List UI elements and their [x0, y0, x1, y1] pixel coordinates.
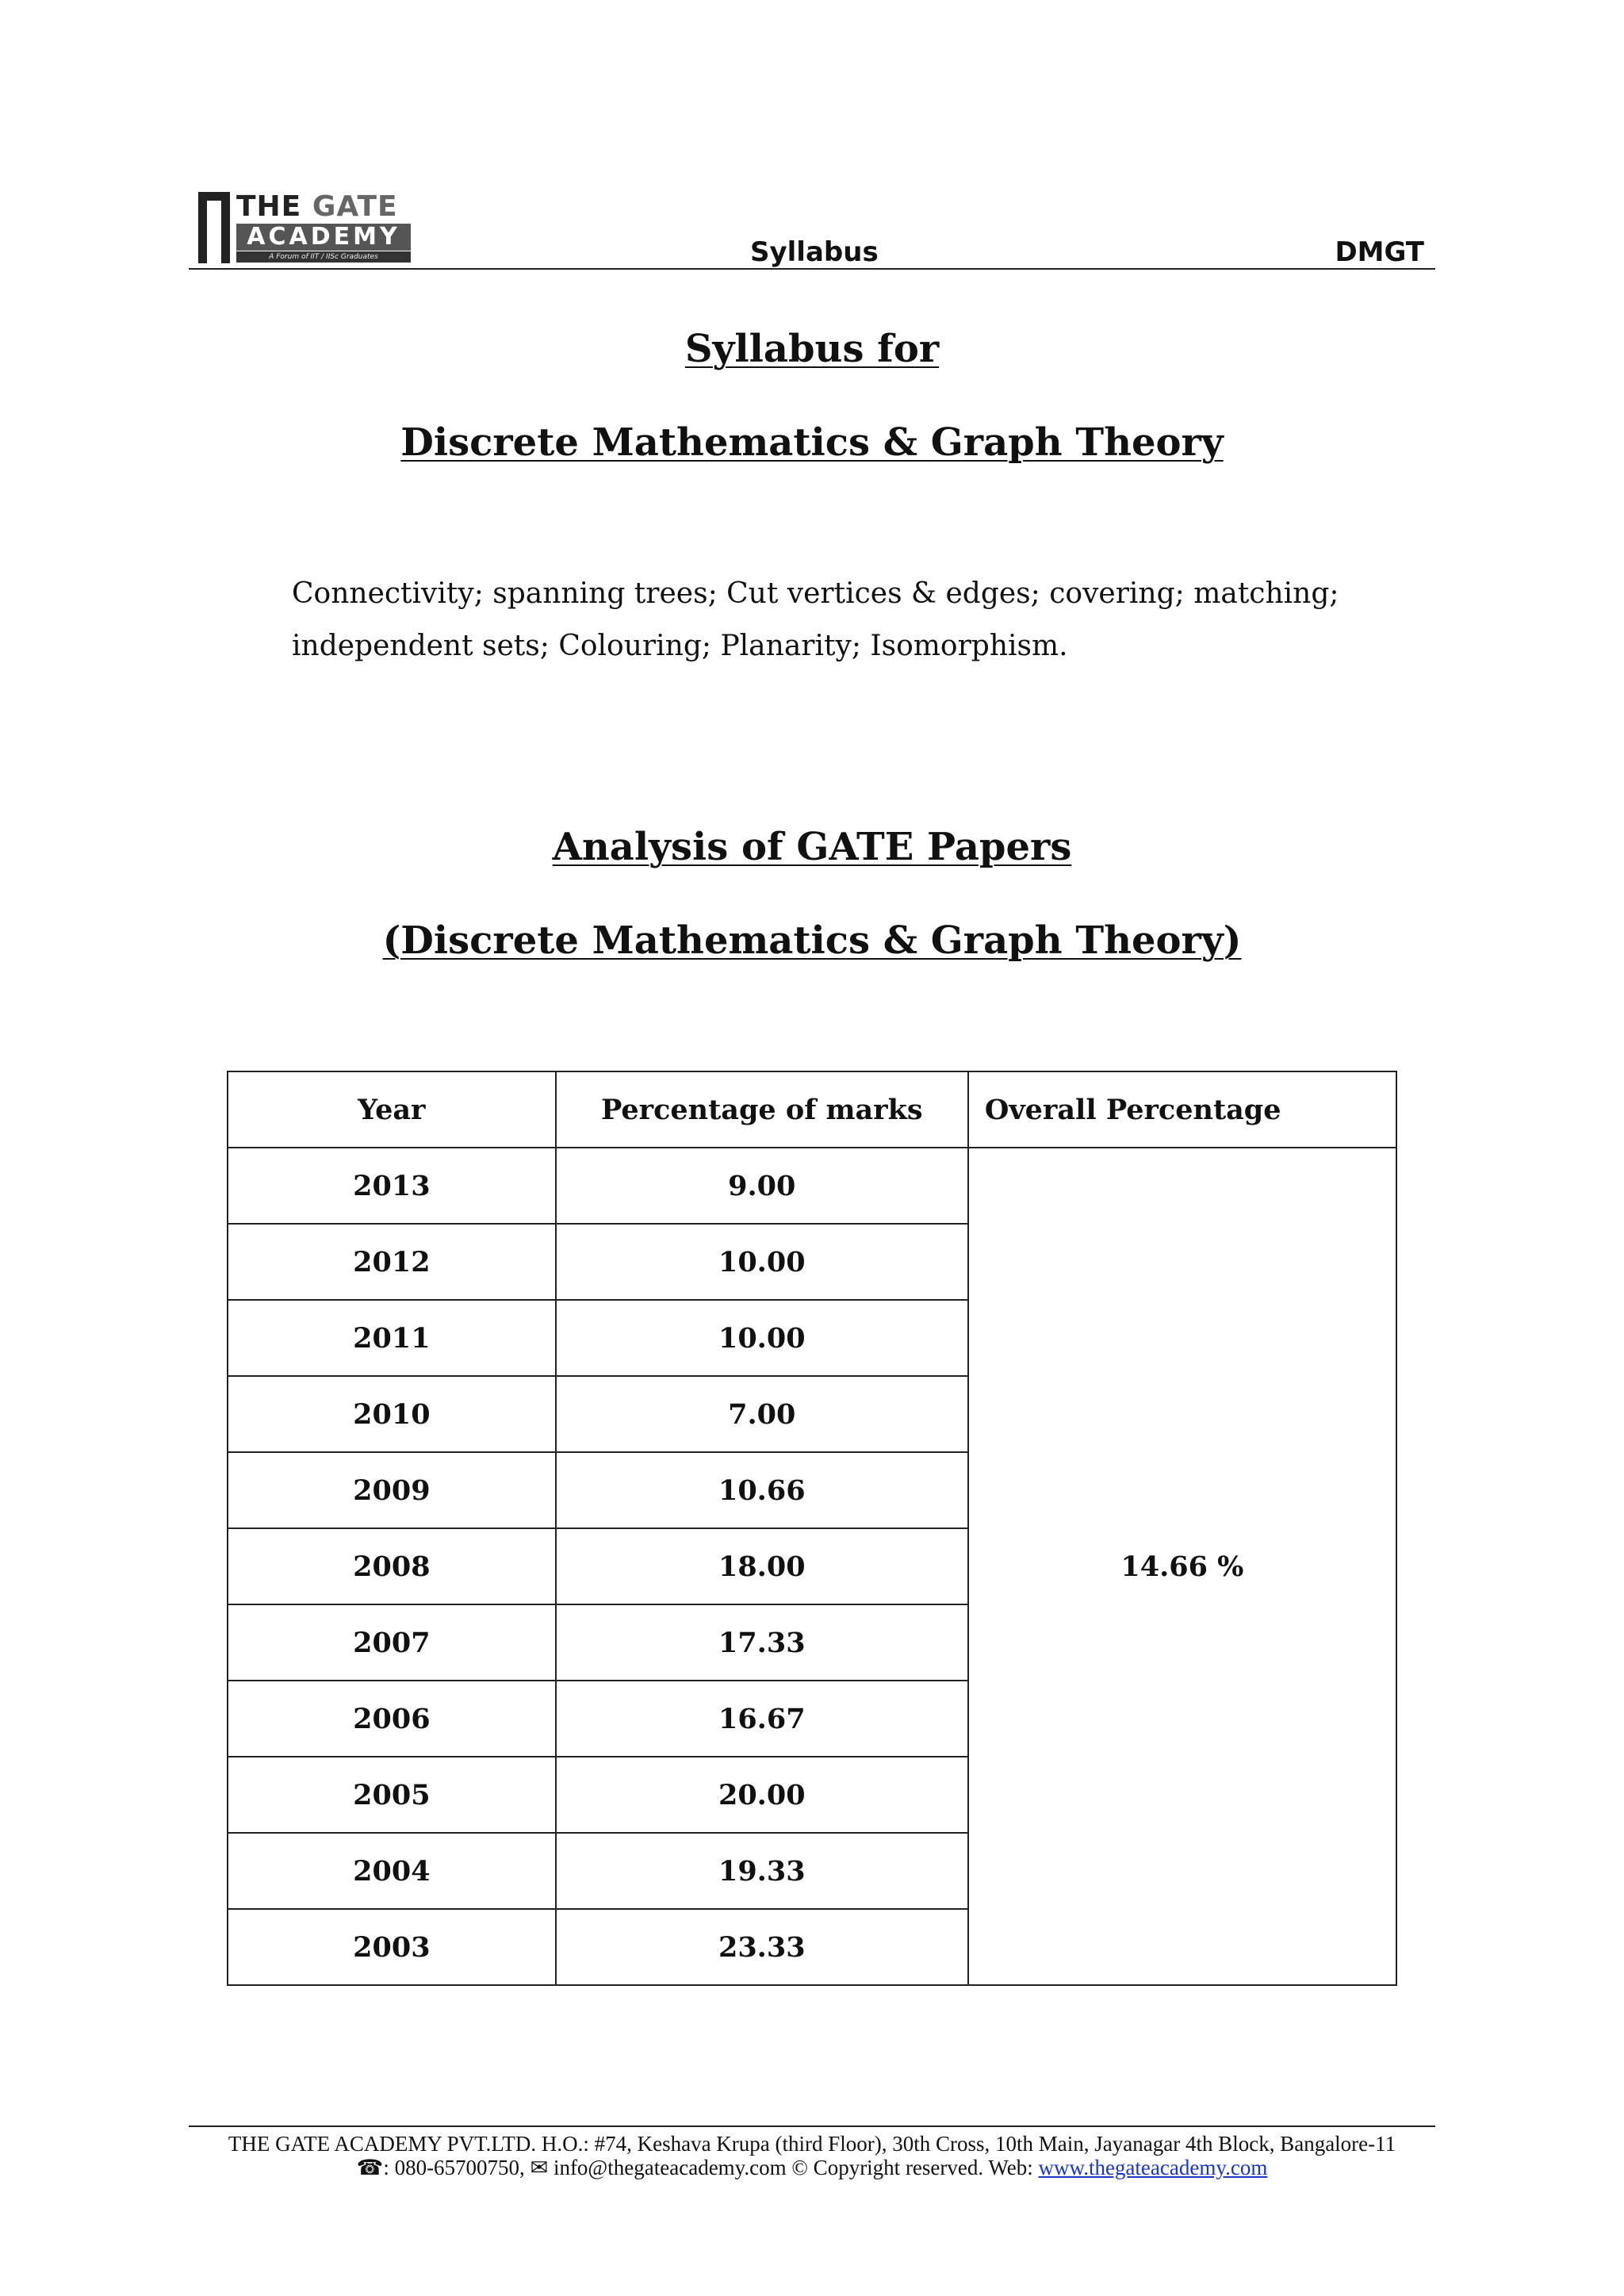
- header-percentage-of-marks: Percentage of marks: [556, 1071, 968, 1148]
- syllabus-title: Syllabus for: [684, 327, 940, 371]
- cell-percentage: 20.00: [556, 1757, 968, 1833]
- header-year: Year: [228, 1071, 556, 1148]
- envelope-icon: ✉: [530, 2156, 549, 2179]
- phone-icon: ☎: [356, 2156, 384, 2179]
- footer-website-link[interactable]: www.thegateacademy.com: [1038, 2156, 1268, 2179]
- cell-year: 2012: [228, 1224, 556, 1300]
- cell-percentage: 10.66: [556, 1452, 968, 1528]
- footer-address: H.O.: #74, Keshava Krupa (third Floor), 30th Cross, 10th Main, Jayanagar 4th Block, Bangalore-11: [541, 2132, 1396, 2156]
- table-header-row: [228, 1071, 1396, 1148]
- logo-brand-top: THE GATE: [236, 190, 398, 223]
- footer-copyright: © Copyright reserved. Web:: [791, 2156, 1033, 2179]
- cell-percentage: 23.33: [556, 1909, 968, 1985]
- logo-tagline: A Forum of IIT / IISc Graduates: [236, 251, 411, 263]
- header-subject-code: DMGT: [1335, 236, 1424, 268]
- cell-year: 2010: [228, 1376, 556, 1452]
- cell-year: 2006: [228, 1681, 556, 1757]
- footer-email: info@thegateacademy.com: [553, 2156, 787, 2179]
- cell-year: 2013: [228, 1148, 556, 1224]
- cell-percentage: 16.67: [556, 1681, 968, 1757]
- analysis-title: Analysis of GATE Papers: [552, 825, 1072, 869]
- logo-mark-icon: [198, 192, 230, 263]
- syllabus-topics: Connectivity; spanning trees; Cut vertices & edges; covering; matching; independent sets; Colouring; Planarity; Isomorphism.: [292, 577, 1339, 662]
- header-divider: [189, 268, 1435, 270]
- cell-year: 2004: [228, 1833, 556, 1909]
- cell-year: 2007: [228, 1604, 556, 1681]
- cell-percentage: 10.00: [556, 1224, 968, 1300]
- footer-divider: [189, 2125, 1435, 2127]
- cell-year: 2003: [228, 1909, 556, 1985]
- footer-company: THE GATE ACADEMY PVT.LTD.: [228, 2132, 537, 2156]
- cell-percentage: 18.00: [556, 1528, 968, 1604]
- cell-overall-percentage: 14.66 %: [968, 1148, 1396, 1985]
- footer-address-line: [0, 2132, 1624, 2156]
- cell-year: 2005: [228, 1757, 556, 1833]
- cell-percentage: 9.00: [556, 1148, 968, 1224]
- cell-percentage: 19.33: [556, 1833, 968, 1909]
- syllabus-subject-title: Discrete Mathematics & Graph Theory: [400, 420, 1224, 465]
- gate-analysis-table: [227, 1071, 1397, 1986]
- header-overall-percentage: Overall Percentage: [968, 1071, 1396, 1148]
- cell-year: 2009: [228, 1452, 556, 1528]
- footer-contact-line: [0, 2156, 1624, 2180]
- gate-academy-logo: [198, 192, 416, 265]
- footer-phone: : 080-65700750,: [383, 2156, 525, 2179]
- cell-year: 2011: [228, 1300, 556, 1376]
- table-row: [228, 1148, 1396, 1224]
- cell-percentage: 17.33: [556, 1604, 968, 1681]
- analysis-subject-title: (Discrete Mathematics & Graph Theory): [382, 918, 1242, 963]
- cell-percentage: 7.00: [556, 1376, 968, 1452]
- logo-brand-academy: ACADEMY: [236, 224, 411, 251]
- header-section-label: Syllabus: [750, 236, 879, 268]
- cell-percentage: 10.00: [556, 1300, 968, 1376]
- cell-year: 2008: [228, 1528, 556, 1604]
